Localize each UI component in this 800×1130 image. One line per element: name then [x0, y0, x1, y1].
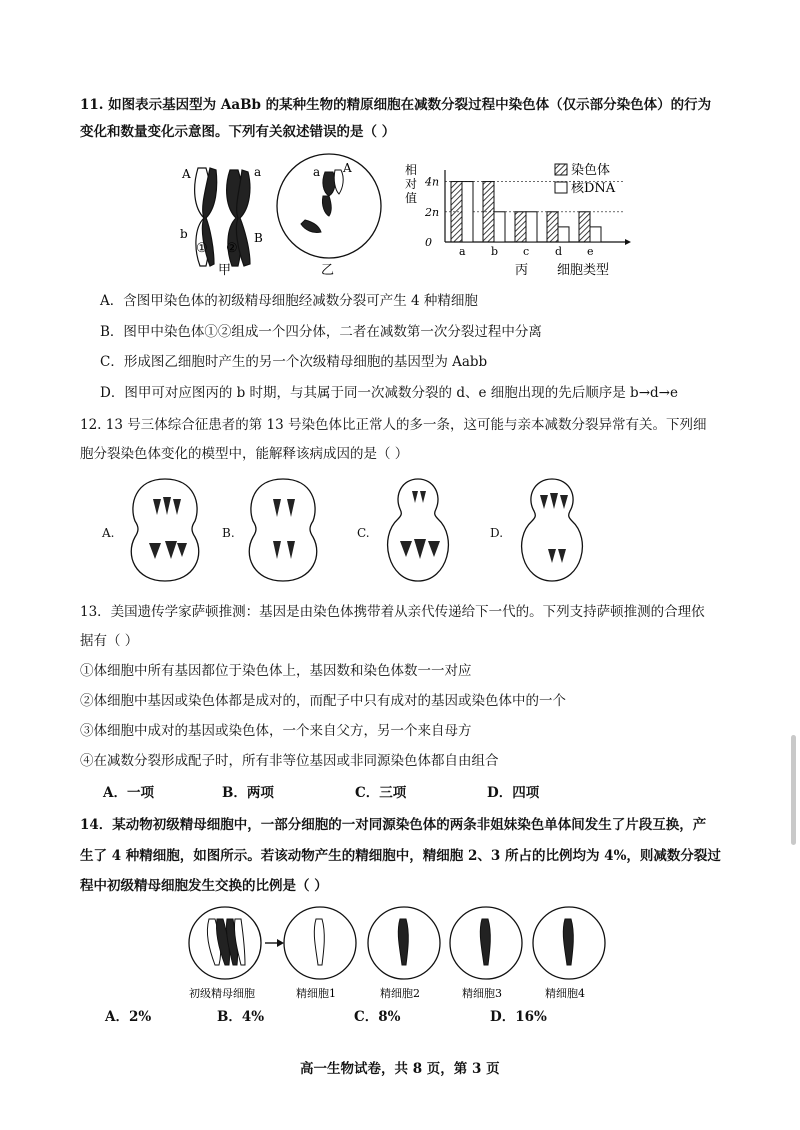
chart-xlabel: 细胞类型: [557, 263, 610, 278]
q12-cell-c: [378, 475, 458, 585]
q11-yi-label: 乙: [321, 263, 335, 278]
q14-cell-label-3: 精细胞3: [462, 987, 502, 1000]
q11-jia-label: 甲: [218, 263, 232, 278]
q13-option-c: C．三项: [355, 785, 407, 801]
q11-stem-line2: 变化和数量变化示意图。下列有关叙述错误的是（ ）: [80, 124, 396, 140]
q14-option-d: D．16%: [490, 1009, 547, 1025]
q14-stem-line2: 生了 4 种精细胞，如图所示。若该动物产生的精细胞中，精细胞 2、3 所占的比例均为 4%，则减数分裂过: [80, 848, 721, 864]
chart-bar-c-chromosome: [515, 212, 526, 242]
q11-option-a: A．含图甲染色体的初级精母细胞经减数分裂可产生 4 种精细胞: [100, 293, 478, 309]
q14-cell-label-4: 精细胞4: [545, 987, 585, 1000]
chart-x-arrow: [625, 239, 631, 245]
q11-jia-gene-B: B: [254, 231, 263, 245]
chart-bar-b-dna: [494, 212, 505, 242]
q13-stem-line2: 据有（ ）: [80, 633, 139, 649]
q14-stem-line3: 程中初级精母细胞发生交换的比例是（ ）: [80, 878, 328, 894]
chart-bar-a-chromosome: [451, 182, 462, 242]
q11-jia-gene-a: a: [254, 165, 262, 179]
q12-cell-a: [125, 475, 205, 585]
q14-cell-label-2: 精细胞2: [380, 987, 420, 1000]
chart-xtick-b: b: [491, 245, 499, 258]
chart-bar-c-dna: [526, 212, 537, 242]
q13-option-d: D．四项: [487, 785, 540, 801]
chart-ylabel-2: 对: [405, 177, 418, 191]
q13-stem-line1: 13．美国遗传学家萨顿推测：基因是由染色体携带着从亲代传递给下一代的。下列支持萨顿推测的合理依: [80, 604, 705, 620]
q11-yi-gene-a: a: [313, 165, 321, 179]
chart-bar-d-chromosome: [547, 212, 558, 242]
q11-figure-jia: [170, 158, 280, 278]
chart-bar-e-dna: [590, 227, 601, 242]
q12-label-a: A.: [102, 526, 115, 540]
q13-item-1: ①体细胞中所有基因都位于染色体上，基因数和染色体数一一对应: [80, 663, 472, 679]
q12-stem-line2: 胞分裂染色体变化的模型中，能解释该病成因的是（ ）: [80, 446, 409, 462]
q13-option-b: B．两项: [222, 785, 274, 801]
chart-legend-swatch: [555, 164, 567, 175]
scrollbar-thumb[interactable]: [791, 735, 796, 845]
q11-jia-gene-b: b: [180, 227, 188, 241]
chart-xtick-a: a: [459, 245, 466, 258]
chart-xtick-d: d: [555, 245, 563, 258]
chart-xtick-e: e: [587, 245, 594, 258]
chart-ytick-label: 0: [425, 236, 432, 249]
q11-yi-gene-A: A: [343, 161, 352, 175]
chart-ytick-label: 4n: [425, 175, 440, 189]
q11-jia-gene-A: A: [182, 167, 191, 181]
chart-ylabel-3: 值: [405, 191, 418, 205]
q11-bing-label: 丙: [515, 263, 529, 278]
q13-item-4: ④在减数分裂形成配子时，所有非等位基因或非同源染色体都自由组合: [80, 753, 499, 769]
q12-cell-d: [512, 475, 592, 585]
chart-ytick-label: 2n: [425, 205, 440, 219]
q12-label-b: B.: [222, 526, 235, 540]
q11-jia-chrom-1: ①: [196, 241, 208, 256]
chart-bar-d-dna: [558, 227, 569, 242]
chart-bar-b-chromosome: [483, 182, 494, 242]
chart-legend-swatch: [555, 182, 567, 193]
q11-option-c: C．形成图乙细胞时产生的另一个次级精母细胞的基因型为 Aabb: [100, 354, 488, 370]
q13-option-a: A．一项: [103, 785, 154, 801]
page-footer: 高一生物试卷，共 8 页，第 3 页: [300, 1061, 500, 1077]
q13-item-2: ②体细胞中基因或染色体都是成对的，而配子中只有成对的基因或染色体中的一个: [80, 693, 566, 709]
chart-legend-label: 核DNA: [571, 181, 616, 196]
q12-cell-b: [243, 475, 323, 585]
q12-stem-line1: 12. 13 号三体综合征患者的第 13 号染色体比正常人的多一条，这可能与亲本减数分裂异常有关。下列细: [80, 417, 707, 433]
q11-stem-line1: 11. 如图表示基因型为 AaBb 的某种生物的精原细胞在减数分裂过程中染色体（仅示部分染色体）的行为: [80, 97, 712, 113]
q12-label-d: D.: [490, 526, 504, 540]
q14-cell-figure: [185, 903, 615, 1003]
chart-legend-label: 染色体: [571, 163, 611, 178]
q12-label-c: C.: [357, 526, 370, 540]
q14-stem-line1: 14．某动物初级精母细胞中，一部分细胞的一对同源染色体的两条非姐妹染色单体间发生了片段互换，产: [80, 817, 707, 833]
q13-item-3: ③体细胞中成对的基因或染色体，一个来自父方，另一个来自母方: [80, 723, 472, 739]
chart-bar-e-chromosome: [579, 212, 590, 242]
q14-option-c: C．8%: [354, 1009, 401, 1025]
chart-xtick-c: c: [523, 245, 530, 258]
chart-ylabel-1: 相: [405, 163, 418, 177]
q14-cell-label-primary: 初级精母细胞: [189, 987, 255, 1000]
q14-cell-label-1: 精细胞1: [296, 987, 336, 1000]
q11-option-b: B．图甲中染色体①②组成一个四分体，二者在减数第一次分裂过程中分离: [100, 324, 542, 340]
q11-chart-bing: [405, 160, 635, 278]
q14-option-a: A．2%: [105, 1009, 152, 1025]
q11-figure-yi: [265, 150, 395, 280]
q11-option-d: D．图甲可对应图丙的 b 时期，与其属于同一次减数分裂的 d、e 细胞出现的先后顺序是 b→d→e: [100, 385, 678, 401]
chart-bar-a-dna: [462, 182, 473, 242]
q11-jia-chrom-2: ②: [226, 241, 238, 256]
q14-option-b: B．4%: [217, 1009, 265, 1025]
